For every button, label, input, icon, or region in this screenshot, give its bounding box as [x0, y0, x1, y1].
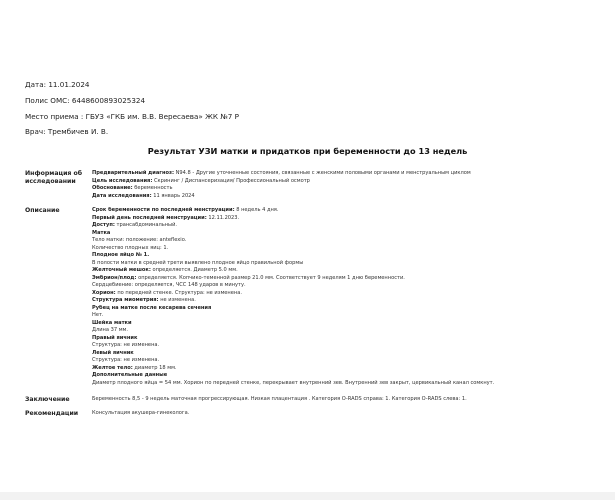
exam-date-label: Дата исследования: [92, 192, 152, 199]
uterus-heading: Матка [92, 229, 111, 236]
egg-heading: Плодное яйцо № 1. [92, 252, 150, 258]
purpose-row [92, 178, 602, 186]
exam-date-row [92, 193, 602, 201]
chorion-value: по передней стенке. Структура: не изменена. [115, 289, 242, 296]
yolk-value: определяется. Диаметр 5.0 мм. [150, 267, 238, 273]
cervix-heading: Шейка матки [92, 319, 132, 326]
reason-value: беременность [132, 185, 173, 191]
heartbeat: Сердцебиение: определяется, ЧСС 148 ударов в минуту. [92, 282, 246, 288]
fetus-count: Количество плодных яиц: 1. [92, 244, 169, 251]
term-label: Срок беременности по последней менструации: [92, 207, 235, 213]
doctor-name: Врач: Трембичев И. В. [25, 127, 109, 136]
section-label-recommendations: Рекомендации [25, 410, 79, 417]
myometrium-value: не изменена. [158, 297, 196, 303]
scar-value: Нет. [92, 312, 104, 318]
conclusion-text: Беременность 8,5 - 9 недель маточная прогрессирующая. Низкая плацентация . Категория O-RADS справа: 1. Категория O-RADS слева: 1. [92, 396, 467, 402]
purpose-label: Цель исследования: [92, 177, 153, 184]
section-conclusion [92, 396, 602, 404]
reason-label: Обоснование: [92, 185, 133, 191]
right-ovary-heading: Правый яичник [92, 334, 138, 341]
section-label-info: Информация об исследовании [25, 170, 83, 185]
report-title: Результат УЗИ матки и придатков при беременности до 13 недель [147, 146, 468, 156]
corpus-value: диаметр 18 мм. [132, 364, 177, 371]
access-row [92, 222, 602, 230]
uterus-position: Тело матки: положение: anteflexio. [92, 237, 187, 243]
diagnosis-row [92, 170, 602, 178]
myometrium-row [92, 297, 602, 305]
diagnosis-label: Предварительный диагноз: [92, 170, 174, 176]
embryo-value: определяется. Копчико-теменной размер 21.0 мм. Соответствует 9 неделям 1 дню беременности. [136, 274, 405, 281]
embryo-row [92, 275, 602, 283]
access-value: трансабдоминальный. [114, 222, 178, 228]
term-row [92, 207, 602, 215]
bottom-bar [0, 492, 615, 500]
left-ovary-heading: Левый яичник [92, 349, 134, 356]
extra-value: Диаметр плодного яйца = 54 мм. Хорион по передней стенке, перекрывает внутренний зев. Внутренний зев закрыт, цервикальный канал сомкнут. [92, 379, 495, 386]
clinic-location: Место приема : ГБУЗ «ГКБ им. В.В. Вересаева» ЖК №7 Р [25, 112, 239, 121]
chorion-label: Хорион: [92, 289, 116, 296]
first-day-row [92, 215, 602, 223]
left-ovary-value: Структура: не изменена. [92, 357, 160, 363]
section-label-description: Описание [25, 207, 60, 214]
extra-heading: Дополнительные данные [92, 372, 168, 378]
report-date: Дата: 11.01.2024 [25, 80, 90, 89]
scar-heading: Рубец на матке после кесарева сечения [92, 304, 212, 311]
first-day-value: 12.11.2023. [206, 214, 240, 221]
exam-date-value: 11 январь 2024 [151, 192, 195, 199]
section-info [92, 170, 602, 200]
cervix-value: Длина 37 мм. [92, 327, 129, 333]
yolk-row [92, 267, 602, 275]
access-label: Доступ: [92, 222, 115, 228]
reason-row [92, 185, 602, 193]
diagnosis-value: N94.8 - Другие уточненные состояния, связанные с женскими половыми органами и менструальным циклом [173, 170, 471, 176]
recommendations-text: Консультация акушера-гинеколога. [92, 410, 190, 416]
egg-text: В полости матки в средней трети выявлено плодное яйцо правильной формы [92, 259, 304, 266]
section-description [92, 207, 602, 387]
corpus-label: Желтое тело: [92, 364, 133, 371]
chorion-row [92, 290, 602, 298]
term-value: 8 недель 4 дня. [234, 207, 279, 213]
insurance-policy: Полис ОМС: 6448600893025324 [25, 96, 146, 105]
myometrium-label: Структура миометрия: [92, 297, 159, 303]
first-day-label: Первый день последней менструации: [92, 214, 207, 221]
purpose-value: Скрининг / Диспансеризация/ Профессиональный осмотр [152, 177, 310, 184]
embryo-label: Эмбрион/плод: [92, 274, 137, 281]
corpus-row [92, 365, 602, 373]
section-label-conclusion: Заключение [25, 396, 70, 403]
right-ovary-value: Структура: не изменена. [92, 342, 160, 348]
section-recommendations [92, 410, 602, 418]
yolk-label: Желточный мешок: [92, 267, 151, 273]
